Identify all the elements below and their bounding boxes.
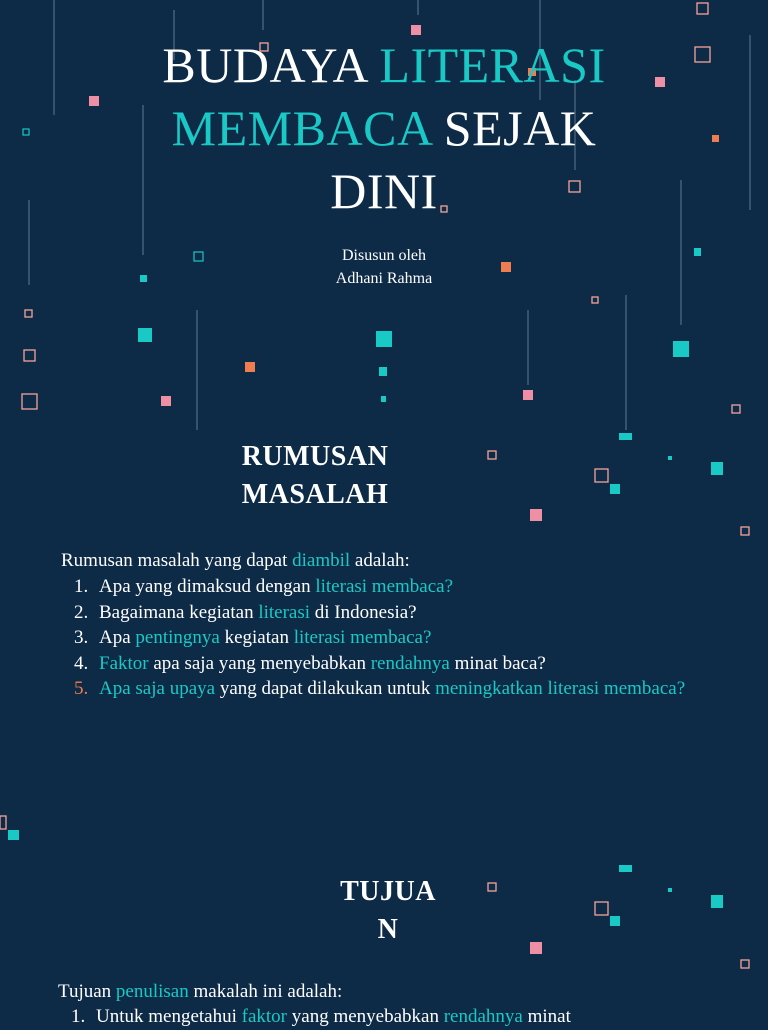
outline-square — [741, 527, 749, 535]
cyan-square — [619, 865, 632, 872]
title-part: BUDAYA — [162, 37, 380, 93]
pink-square — [523, 390, 533, 400]
outline-square — [194, 252, 203, 261]
title-part: SEJAK — [430, 100, 597, 156]
item-text: di Indonesia? — [310, 601, 417, 623]
title-highlight: MEMBACA — [171, 100, 431, 156]
author-byline — [234, 244, 534, 290]
title-part: DINI — [330, 163, 438, 219]
item-number: 5. — [74, 678, 89, 699]
cyan-square — [381, 396, 386, 402]
item-highlight: rendahnya — [443, 1006, 523, 1027]
item-highlight: faktor — [241, 1006, 288, 1027]
cyan-square — [140, 275, 147, 282]
intro-highlight: penulisan — [115, 981, 189, 1002]
pink-square — [530, 509, 542, 521]
cyan-square — [610, 916, 620, 926]
outline-square — [595, 902, 608, 915]
item-highlight: literasi — [258, 601, 311, 623]
outline-square — [595, 469, 608, 482]
item-text: minat — [522, 1006, 571, 1027]
pink-square — [530, 942, 542, 954]
outline-square — [23, 129, 29, 135]
outline-square — [488, 451, 496, 459]
item-highlight: meningkatkan literasi membaca? — [435, 678, 686, 699]
tujuan-intro — [58, 979, 342, 1004]
item-highlight: literasi membaca? — [293, 627, 432, 648]
outline-square — [24, 350, 35, 361]
cyan-square — [711, 462, 723, 475]
item-text: Untuk mengetahui — [96, 1006, 242, 1027]
intro-text: Rumusan masalah yang dapat — [61, 550, 293, 571]
item-highlight: Faktor — [99, 652, 149, 674]
list-item — [71, 651, 691, 677]
cyan-square — [138, 328, 152, 342]
item-number: 1. — [71, 1006, 86, 1027]
rumusan-intro — [61, 548, 410, 573]
item-number: 1. — [74, 576, 89, 597]
heading-line: RUMUSAN — [241, 441, 389, 472]
title-highlight: LITERASI — [379, 37, 606, 93]
item-number: 2. — [74, 601, 89, 623]
outline-square — [592, 297, 598, 303]
page-title — [84, 34, 684, 223]
intro-text: makalah ini adalah: — [188, 981, 343, 1002]
heading-line: N — [377, 914, 399, 945]
intro-text: Tujuan — [58, 981, 116, 1002]
section-heading-rumusan — [215, 438, 415, 514]
orange-square — [245, 362, 255, 372]
item-text: Bagaimana kegiatan — [99, 601, 259, 623]
item-text: apa saja yang menyebabkan — [148, 652, 371, 674]
intro-text: adalah: — [350, 550, 410, 571]
item-text: minat baca? — [449, 652, 546, 674]
orange-square — [712, 135, 719, 142]
item-text: kegiatan — [219, 627, 294, 648]
outline-square — [695, 47, 710, 62]
outline-square — [0, 816, 6, 829]
item-text: yang dapat dilakukan untuk — [215, 678, 436, 699]
outline-square — [488, 883, 496, 891]
item-highlight: pentingnya — [135, 627, 220, 648]
item-highlight: rendahnya — [370, 652, 450, 674]
cyan-square — [376, 331, 392, 347]
cyan-square — [668, 888, 672, 892]
cyan-square — [673, 341, 689, 357]
cyan-square — [711, 895, 723, 908]
section-heading-tujuan — [318, 873, 458, 949]
list-item — [71, 676, 691, 702]
item-highlight: Apa saja upaya — [99, 678, 216, 699]
list-item — [68, 1004, 708, 1030]
item-text: yang menyebabkan — [287, 1006, 444, 1027]
tujuan-list — [68, 1004, 708, 1030]
outline-square — [697, 3, 708, 14]
list-item — [71, 574, 691, 600]
heading-line: TUJUA — [340, 876, 436, 907]
cyan-square — [610, 484, 620, 494]
item-number: 4. — [74, 652, 89, 674]
cyan-square — [694, 248, 701, 256]
item-highlight: literasi membaca? — [315, 576, 454, 597]
item-number: 3. — [74, 627, 89, 648]
heading-line: MASALAH — [241, 479, 389, 510]
cyan-square — [668, 456, 672, 460]
rumusan-list — [71, 574, 691, 702]
author-name: Adhani Rahma — [335, 270, 433, 287]
cyan-square — [8, 830, 19, 840]
item-text: Apa — [99, 627, 136, 648]
intro-highlight: diambil — [292, 550, 351, 571]
outline-square — [25, 310, 32, 317]
outline-square — [732, 405, 740, 413]
outline-square — [741, 960, 749, 968]
list-item — [71, 625, 691, 651]
cyan-square — [619, 433, 632, 440]
byline-label: Disusun oleh — [342, 247, 426, 264]
outline-square — [22, 394, 37, 409]
cyan-square — [379, 367, 387, 376]
pink-square — [161, 396, 171, 406]
list-item — [71, 600, 691, 626]
item-text: Apa yang dimaksud dengan — [99, 576, 316, 597]
